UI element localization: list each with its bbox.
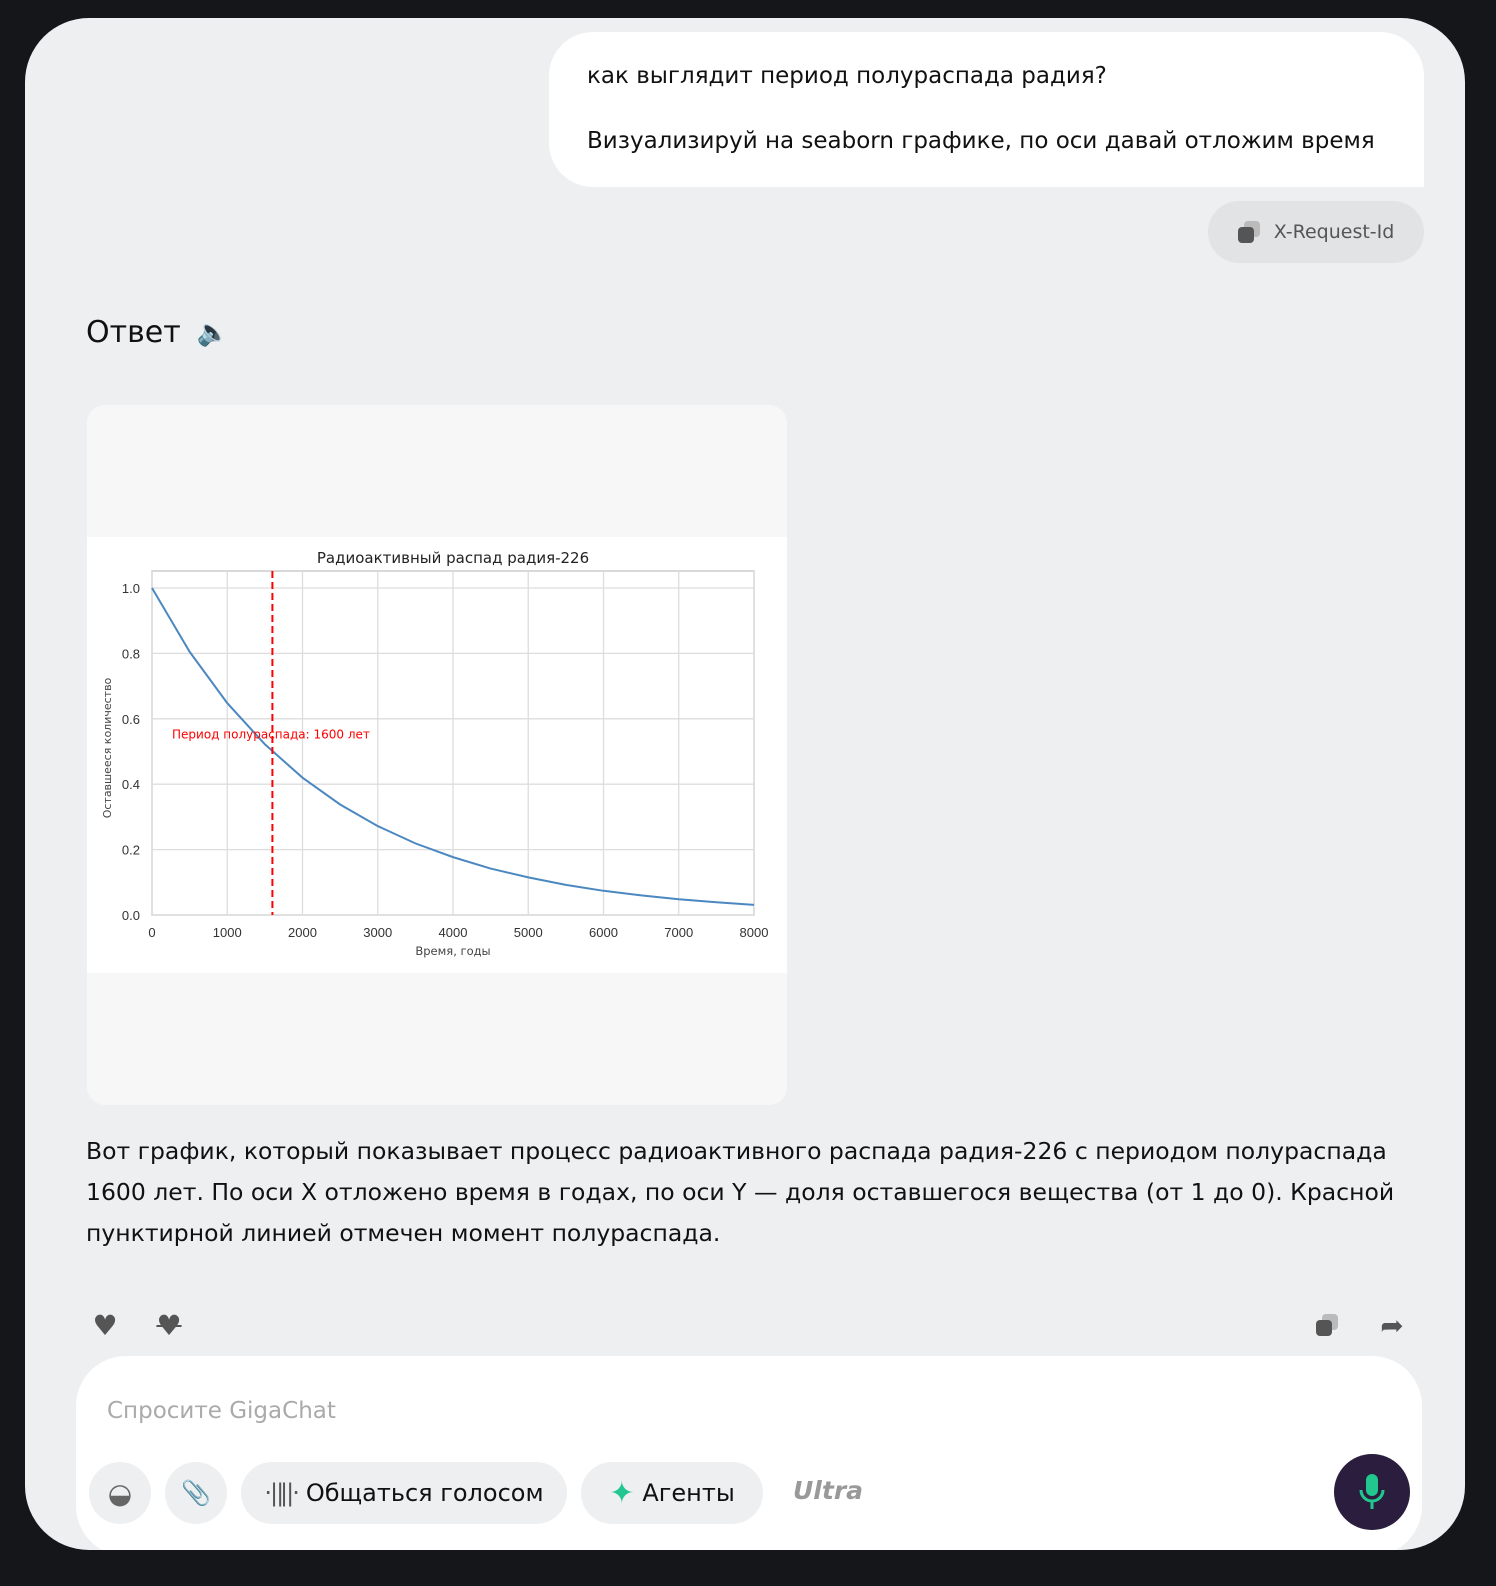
- heart-icon: ♥: [92, 1308, 118, 1342]
- answer-text: Вот график, который показывает процесс радиоактивного распада радия-226 с периодом полураспада 1600 лет. По оси X отложено время в годах, по оси Y — доля оставшегося вещества (от 1 до 0). Красной пунктирной линией отмечен момент полураспада.: [86, 1137, 1395, 1247]
- share-button[interactable]: [1375, 1308, 1409, 1342]
- chart-image[interactable]: [87, 405, 787, 1105]
- y-axis-label: Оставшееся количество: [101, 677, 114, 819]
- speaker-icon[interactable]: 🔈: [196, 317, 230, 348]
- x-tick-label: 3000: [363, 925, 393, 940]
- sber-logo-icon: ◒: [107, 1476, 133, 1510]
- sber-logo-button[interactable]: [89, 1462, 151, 1524]
- copy-answer-button[interactable]: [1310, 1308, 1344, 1342]
- like-button[interactable]: [88, 1308, 122, 1342]
- microphone-button[interactable]: [1334, 1454, 1410, 1530]
- x-tick-label: 7000: [664, 925, 694, 940]
- share-arrow-icon: ➦: [1380, 1308, 1404, 1342]
- decay-chart: [87, 537, 787, 973]
- user-message-line: Визуализируй на seaborn графике, по оси давай отложим время: [587, 127, 1375, 154]
- dislike-button[interactable]: [152, 1308, 186, 1342]
- x-tick-label: 4000: [438, 925, 468, 940]
- y-tick-label: 0.2: [121, 842, 140, 858]
- user-message-line: как выглядит период полураспада радия?: [587, 63, 1107, 89]
- message-input[interactable]: Спросите GigaChat: [107, 1398, 336, 1424]
- y-tick-label: 0.4: [121, 777, 140, 793]
- model-selector[interactable]: Ultra: [793, 1476, 864, 1505]
- x-tick-label: 6000: [589, 925, 618, 940]
- request-id-label: X-Request-Id: [1273, 221, 1395, 243]
- message-input-box[interactable]: [76, 1356, 1422, 1550]
- voice-chat-button[interactable]: [241, 1462, 567, 1524]
- voice-chat-label: Общаться голосом: [305, 1479, 544, 1507]
- broken-heart-icon: ♥: [156, 1308, 182, 1342]
- chat-window: [25, 18, 1465, 1550]
- sparkle-icon: ✦: [609, 1475, 635, 1511]
- copy-icon: [1238, 221, 1260, 243]
- x-tick-label: 5000: [513, 925, 543, 940]
- answer-header: [86, 315, 229, 350]
- x-tick-label: 2000: [288, 925, 317, 940]
- agents-label: Агенты: [642, 1479, 735, 1507]
- half-life-annotation: Период полураспада: 1600 лет: [172, 727, 370, 742]
- copy-request-id-button[interactable]: [1208, 201, 1424, 263]
- y-tick-label: 0.6: [121, 711, 140, 727]
- x-tick-label: 1000: [212, 925, 242, 940]
- agents-button[interactable]: [581, 1462, 763, 1524]
- microphone-icon: [1357, 1472, 1387, 1512]
- waveform-icon: ·|‖|·: [264, 1479, 298, 1507]
- copy-icon: [1316, 1314, 1338, 1336]
- y-tick-label: 1.0: [121, 581, 140, 596]
- y-tick-label: 0.8: [121, 646, 140, 662]
- chart-title: Радиоактивный распад радия-226: [316, 549, 590, 567]
- y-tick-label: 0.0: [121, 908, 140, 923]
- answer-heading: Ответ: [86, 315, 181, 350]
- x-tick-label: 8000: [739, 925, 769, 940]
- x-axis-label: Время, годы: [415, 944, 491, 958]
- user-message-bubble: [549, 32, 1424, 187]
- attach-button[interactable]: [165, 1462, 227, 1524]
- x-tick-label: 0: [148, 925, 156, 940]
- paperclip-icon: 📎: [181, 1479, 211, 1507]
